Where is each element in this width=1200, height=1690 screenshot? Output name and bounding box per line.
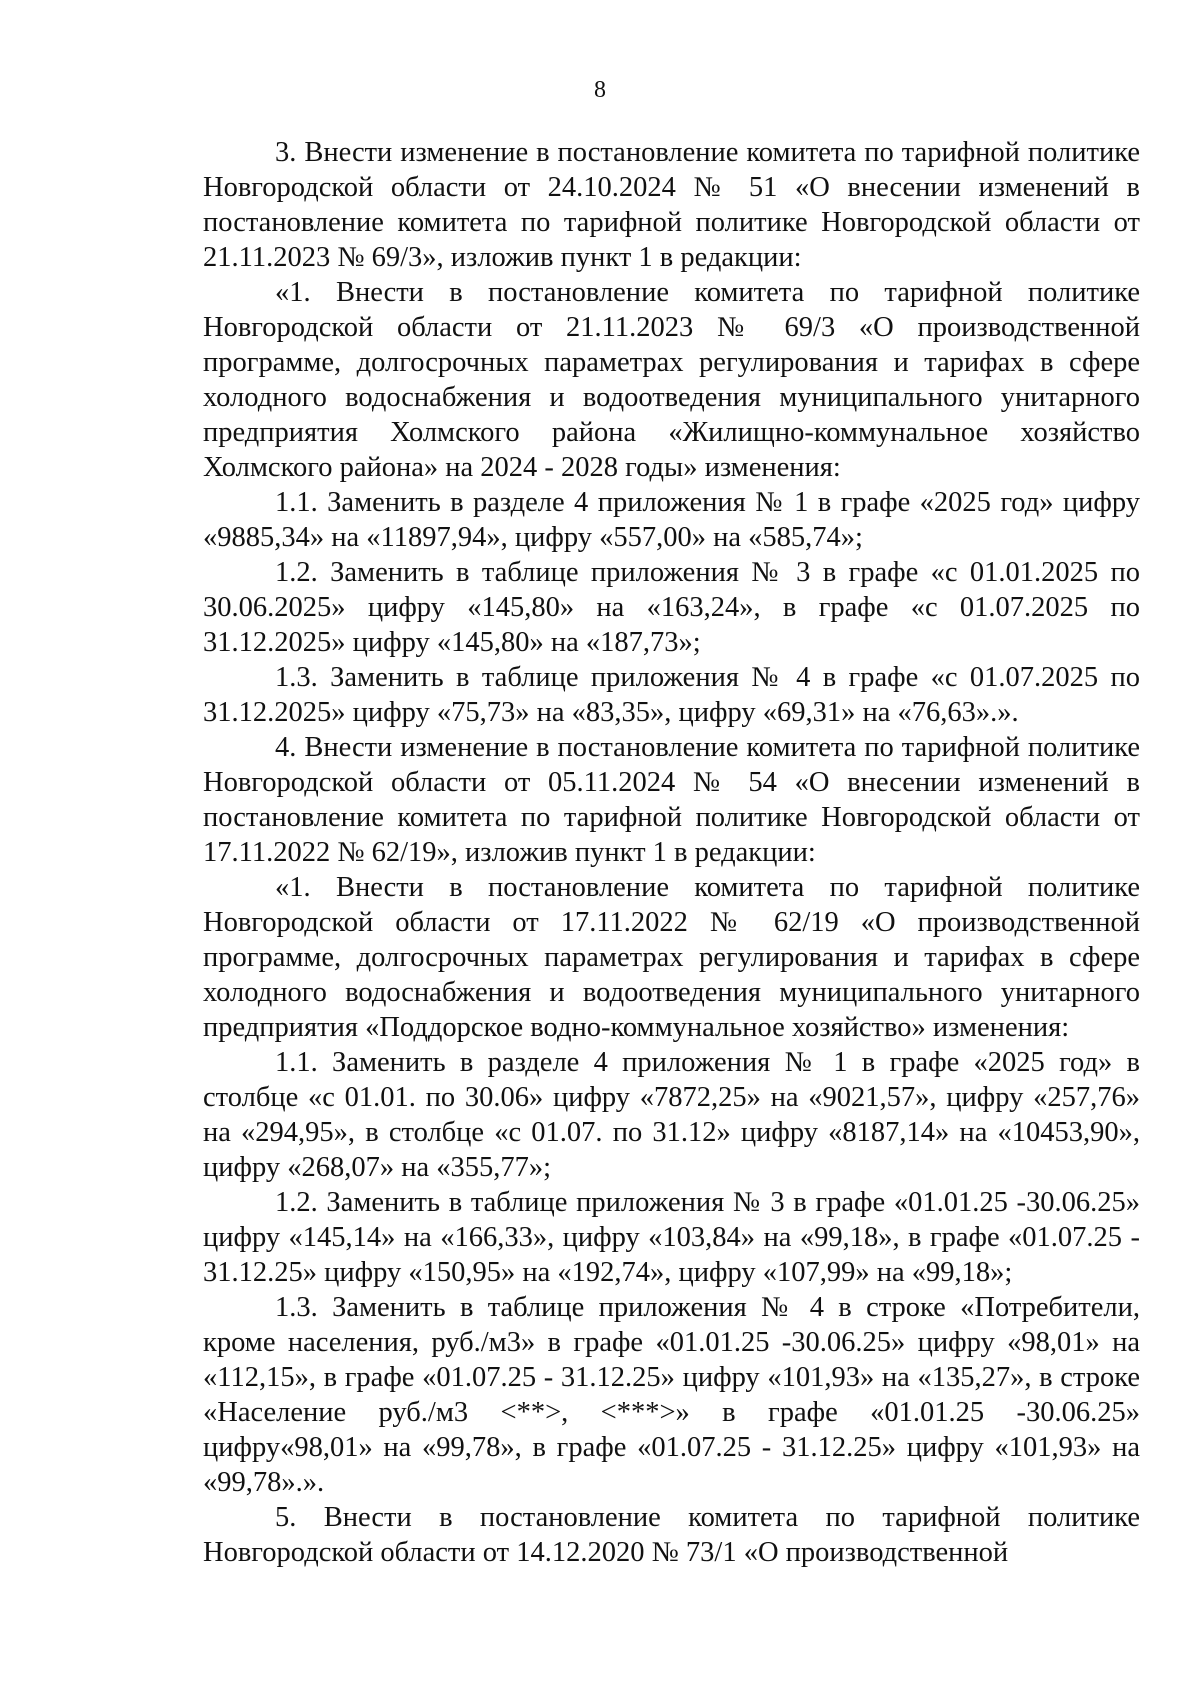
paragraph-4: 4. Внести изменение в постановление комитета по тарифной политике Новгородской области от 05.11.2024 № 54 «О внесении изменений в постановление комитета по тарифной политике Новгородской области от 17.11.2022 № 62/19», изложив пункт 1 в редакции: xyxy=(203,732,1140,868)
paragraph-4-item-1-3: 1.3. Заменить в таблице приложения № 4 в строке «Потребители, кроме населения, руб./м3» в графе «01.01.25 -30.06.25» цифру «98,01» на «112,15», в графе «01.07.25 - 31.12.25» цифру «101,93» на «135,27», в строке «Население руб./м3 <**>, <***>» в графе «01.01.25 -30.06.25» цифру«98,01» на «99,78», в графе «01.07.25 - 31.12.25» цифру «101,93» на «99,78».». xyxy=(203,1292,1140,1498)
paragraph-3-item-1-2: 1.2. Заменить в таблице приложения № 3 в графе «с 01.01.2025 по 30.06.2025» цифру «145,80» на «163,24», в графе «с 01.07.2025 по 31.12.2025» цифру «145,80» на «187,73»; xyxy=(203,557,1140,658)
paragraph-4-item-1-2: 1.2. Заменить в таблице приложения № 3 в графе «01.01.25 -30.06.25» цифру «145,14» на «166,33», цифру «103,84» на «99,18», в графе «01.07.25 - 31.12.25» цифру «150,95» на «192,74», цифру «107,99» на «99,18»; xyxy=(203,1187,1140,1288)
paragraph-3-amendment: «1. Внести в постановление комитета по тарифной политике Новгородской области от 21.11.2023 № 69/3 «О производственной программе, долгосрочных параметрах регулирования и тарифах в сфере холодного водоснабжения и водоотведения муниципального унитарного предприятия Холмского района «Жилищно-коммунальное хозяйство Холмского района» на 2024 - 2028 годы» изменения: xyxy=(203,277,1140,483)
document-body xyxy=(203,135,1140,1570)
paragraph-5: 5. Внести в постановление комитета по тарифной политике Новгородской области от 14.12.2020 № 73/1 «О производственной xyxy=(203,1502,1140,1568)
page-number: 8 xyxy=(594,77,606,103)
paragraph-3-item-1-3: 1.3. Заменить в таблице приложения № 4 в графе «с 01.07.2025 по 31.12.2025» цифру «75,73» на «83,35», цифру «69,31» на «76,63».». xyxy=(203,662,1140,728)
paragraph-4-item-1-1: 1.1. Заменить в разделе 4 приложения № 1 в графе «2025 год» в столбце «с 01.01. по 30.06» цифру «7872,25» на «9021,57», цифру «257,76» на «294,95», в столбце «с 01.07. по 31.12» цифру «8187,14» на «10453,90», цифру «268,07» на «355,77»; xyxy=(203,1047,1140,1183)
paragraph-4-amendment: «1. Внести в постановление комитета по тарифной политике Новгородской области от 17.11.2022 № 62/19 «О производственной программе, долгосрочных параметрах регулирования и тарифах в сфере холодного водоснабжения и водоотведения муниципального унитарного предприятия «Поддорское водно-коммунальное хозяйство» изменения: xyxy=(203,872,1140,1043)
paragraph-3-item-1-1: 1.1. Заменить в разделе 4 приложения № 1 в графе «2025 год» цифру «9885,34» на «11897,94», цифру «557,00» на «585,74»; xyxy=(203,487,1140,553)
paragraph-3: 3. Внести изменение в постановление комитета по тарифной политике Новгородской области от 24.10.2024 № 51 «О внесении изменений в постановление комитета по тарифной политике Новгородской области от 21.11.2023 № 69/3», изложив пункт 1 в редакции: xyxy=(203,137,1140,273)
